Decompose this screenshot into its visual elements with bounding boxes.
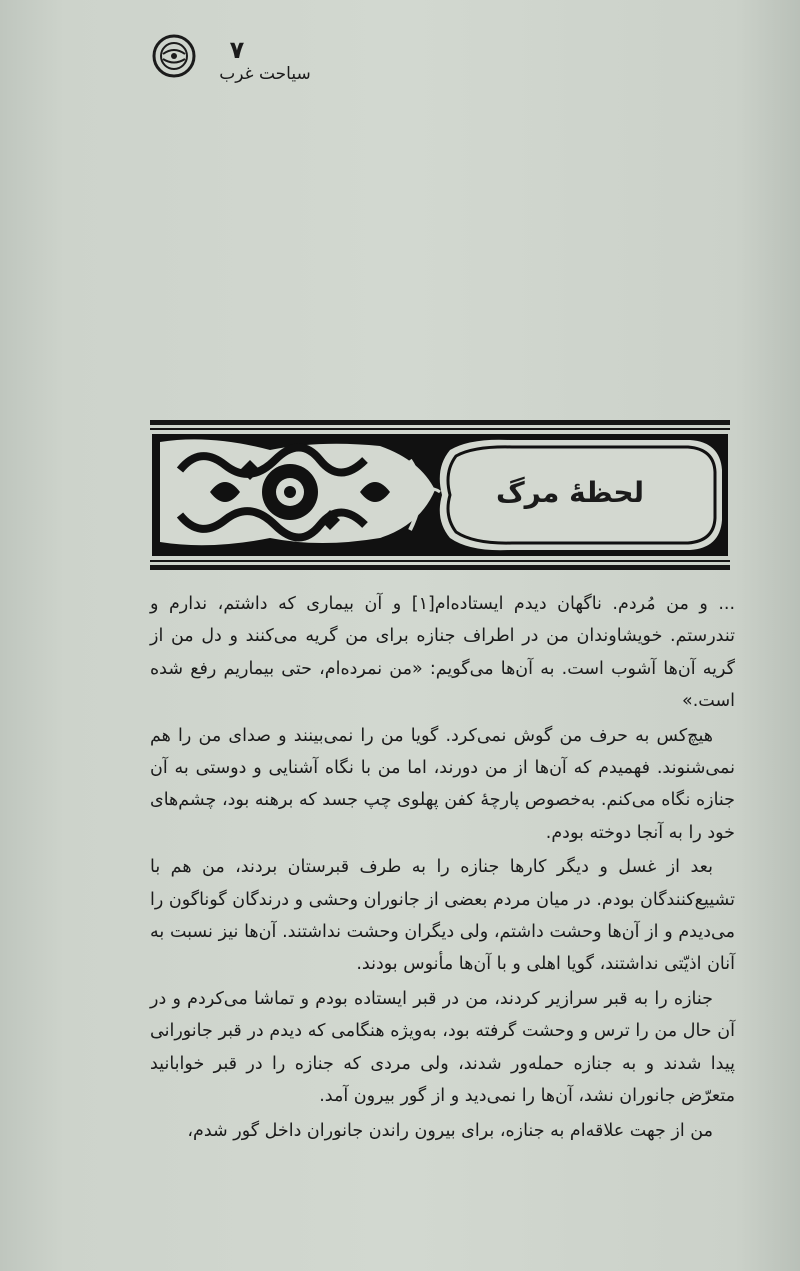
paragraph: جنازه را به قبر سرازیر کردند، من در قبر ایستاده بودم و تماشا می‌کردم و در آن حال من را ترس و وحشت گرفته بود، به‌ویژه هنگامی که دیدم در قبر جانورانی پیدا شدند و به جنازه حمله‌ور شدند، ولی مردی که جنازه را در قبر خوابانید متعرّض جانوران نشد، آن‌ها را نمی‌دید و از گور بیرون آمد. [150,988,735,1107]
paragraph: بعد از غسل و دیگر کارها جنازه را به طرف قبرستان بردند، من هم با تشییع‌کنندگان بودم. در میان مردم بعضی از جانوران وحشی و درندگان گوناگون را می‌دیدم و از آن‌ها وحشت داشتم، ولی دیگران وحشت نداشتند. آن‌ها نیز نسبت به آنان اذیّتی نداشتند، گویا اهلی و با آن‌ها مأنوس بودند. [149,857,735,975]
chapter-title: لحظهٔ مرگ [495,476,645,509]
paragraph: من از جهت علاقه‌ام به جنازه، برای بیرون راندن جانوران داخل گور شدم، [187,1120,713,1141]
publisher-seal-icon [152,34,196,78]
page-number: ۷ [229,36,245,64]
paragraph: ... و من مُردم. ناگهان دیدم ایستاده‌ام[۱] و آن بیماری که داشتم، ندارم و تندرستم. خویشاوندان من در اطراف جنازه برای من گریه می‌کنند و دل من از گریه آن‌ها آشوب است. به آن‌ها می‌گویم: «من نمرده‌ام، حتی بیماریم رفع شده است.» [150,594,736,712]
running-title: سیاحت غرب [219,64,311,84]
body-text [150,588,735,1149]
paragraph: هیچ‌کس به حرف من گوش نمی‌کرد. گویا من را نمی‌بینند و صدای من را هم نمی‌شنوند. فهمیدم که آن‌ها از من دورند، اما من با نگاه آشنایی و دوستی به آن جنازه نگاه می‌کنم. به‌خصوص پارچهٔ کفن پهلوی چپ جسد که برهنه بود، چشم‌های خود را به آنجا دوخته بودم. [150,725,735,843]
